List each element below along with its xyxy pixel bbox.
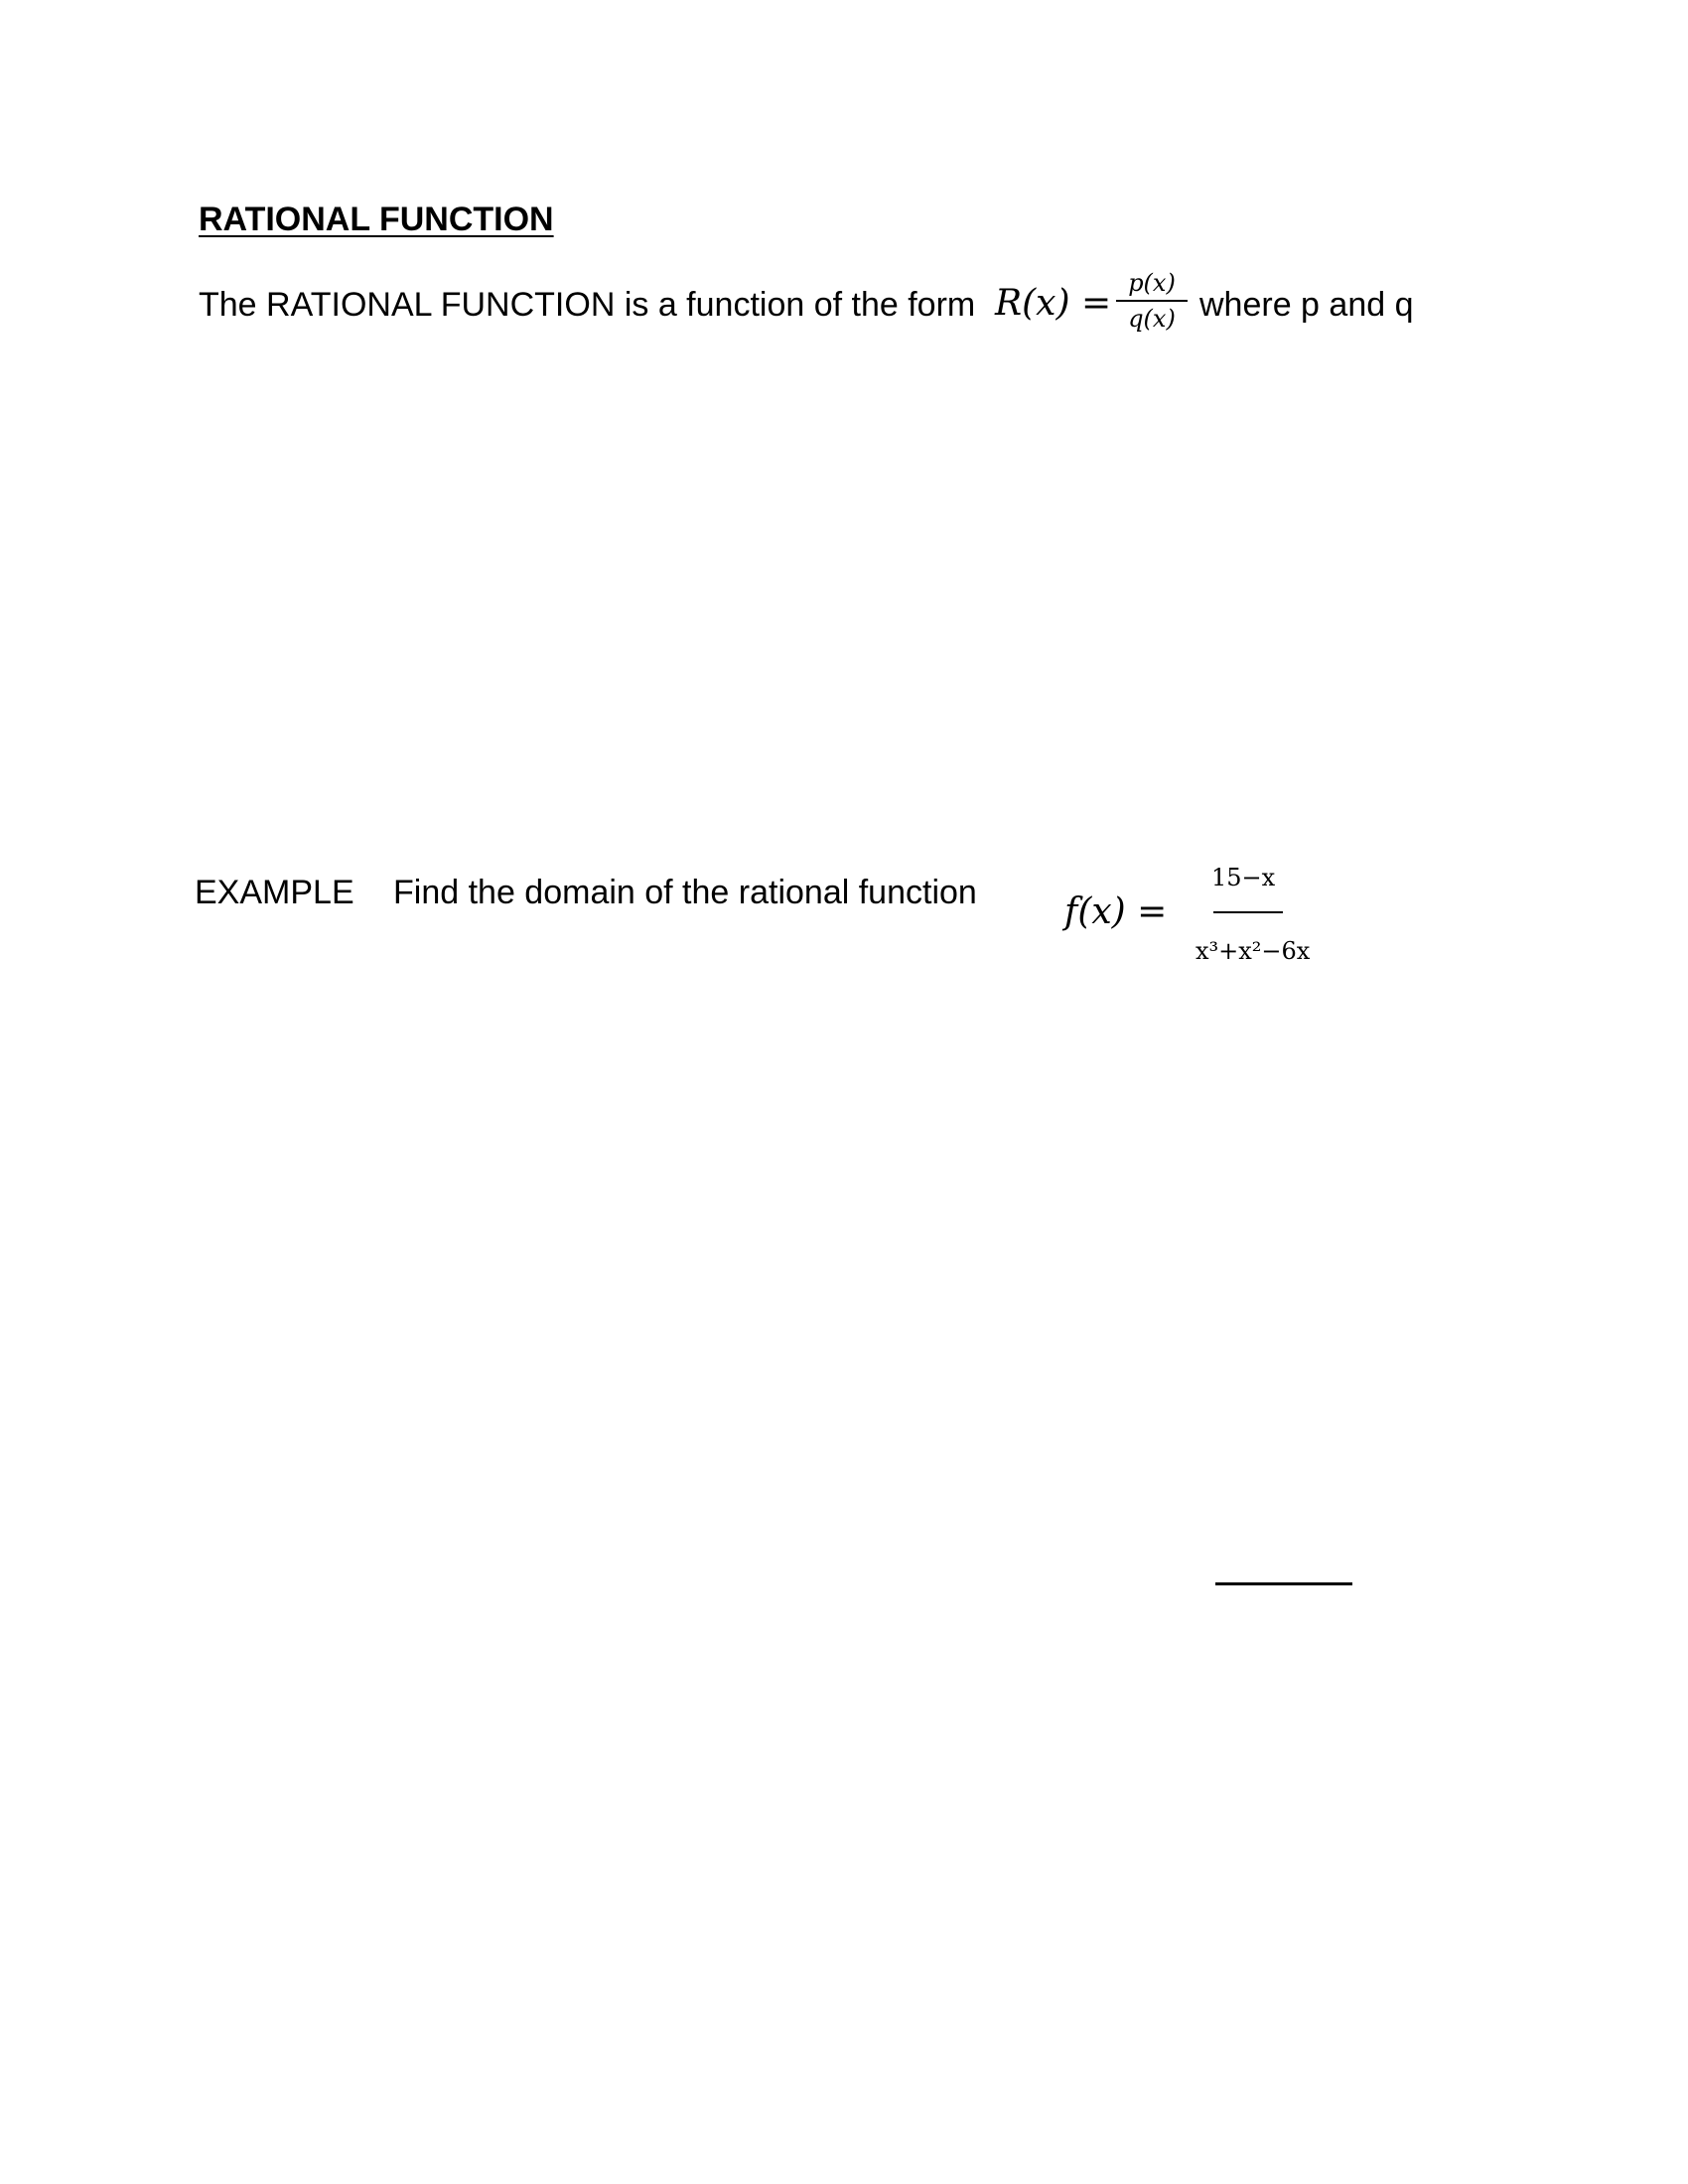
example-function-lhs: f(x) = bbox=[1064, 891, 1168, 932]
rational-function-numerator: p(x) bbox=[1128, 269, 1176, 297]
rational-function-denominator: q(x) bbox=[1128, 305, 1176, 333]
example-label: EXAMPLE bbox=[195, 874, 354, 911]
definition-text: The RATIONAL FUNCTION is a function of the form bbox=[199, 286, 976, 324]
example-function-fraction-bar bbox=[1213, 911, 1283, 913]
example-function-denominator: x³+x²−6x bbox=[1196, 937, 1311, 965]
document-title: RATIONAL FUNCTION bbox=[199, 201, 554, 238]
example-function-numerator: 15−x bbox=[1211, 864, 1276, 891]
rational-function-fraction bbox=[1116, 268, 1188, 334]
rational-function-fraction-bar bbox=[1116, 300, 1188, 302]
definition-trailing-text: where p and q bbox=[1199, 286, 1414, 324]
example-prompt: Find the domain of the rational function bbox=[393, 874, 977, 911]
answer-blank-line bbox=[1215, 1582, 1352, 1585]
rational-function-lhs: R(x) = bbox=[995, 283, 1112, 324]
